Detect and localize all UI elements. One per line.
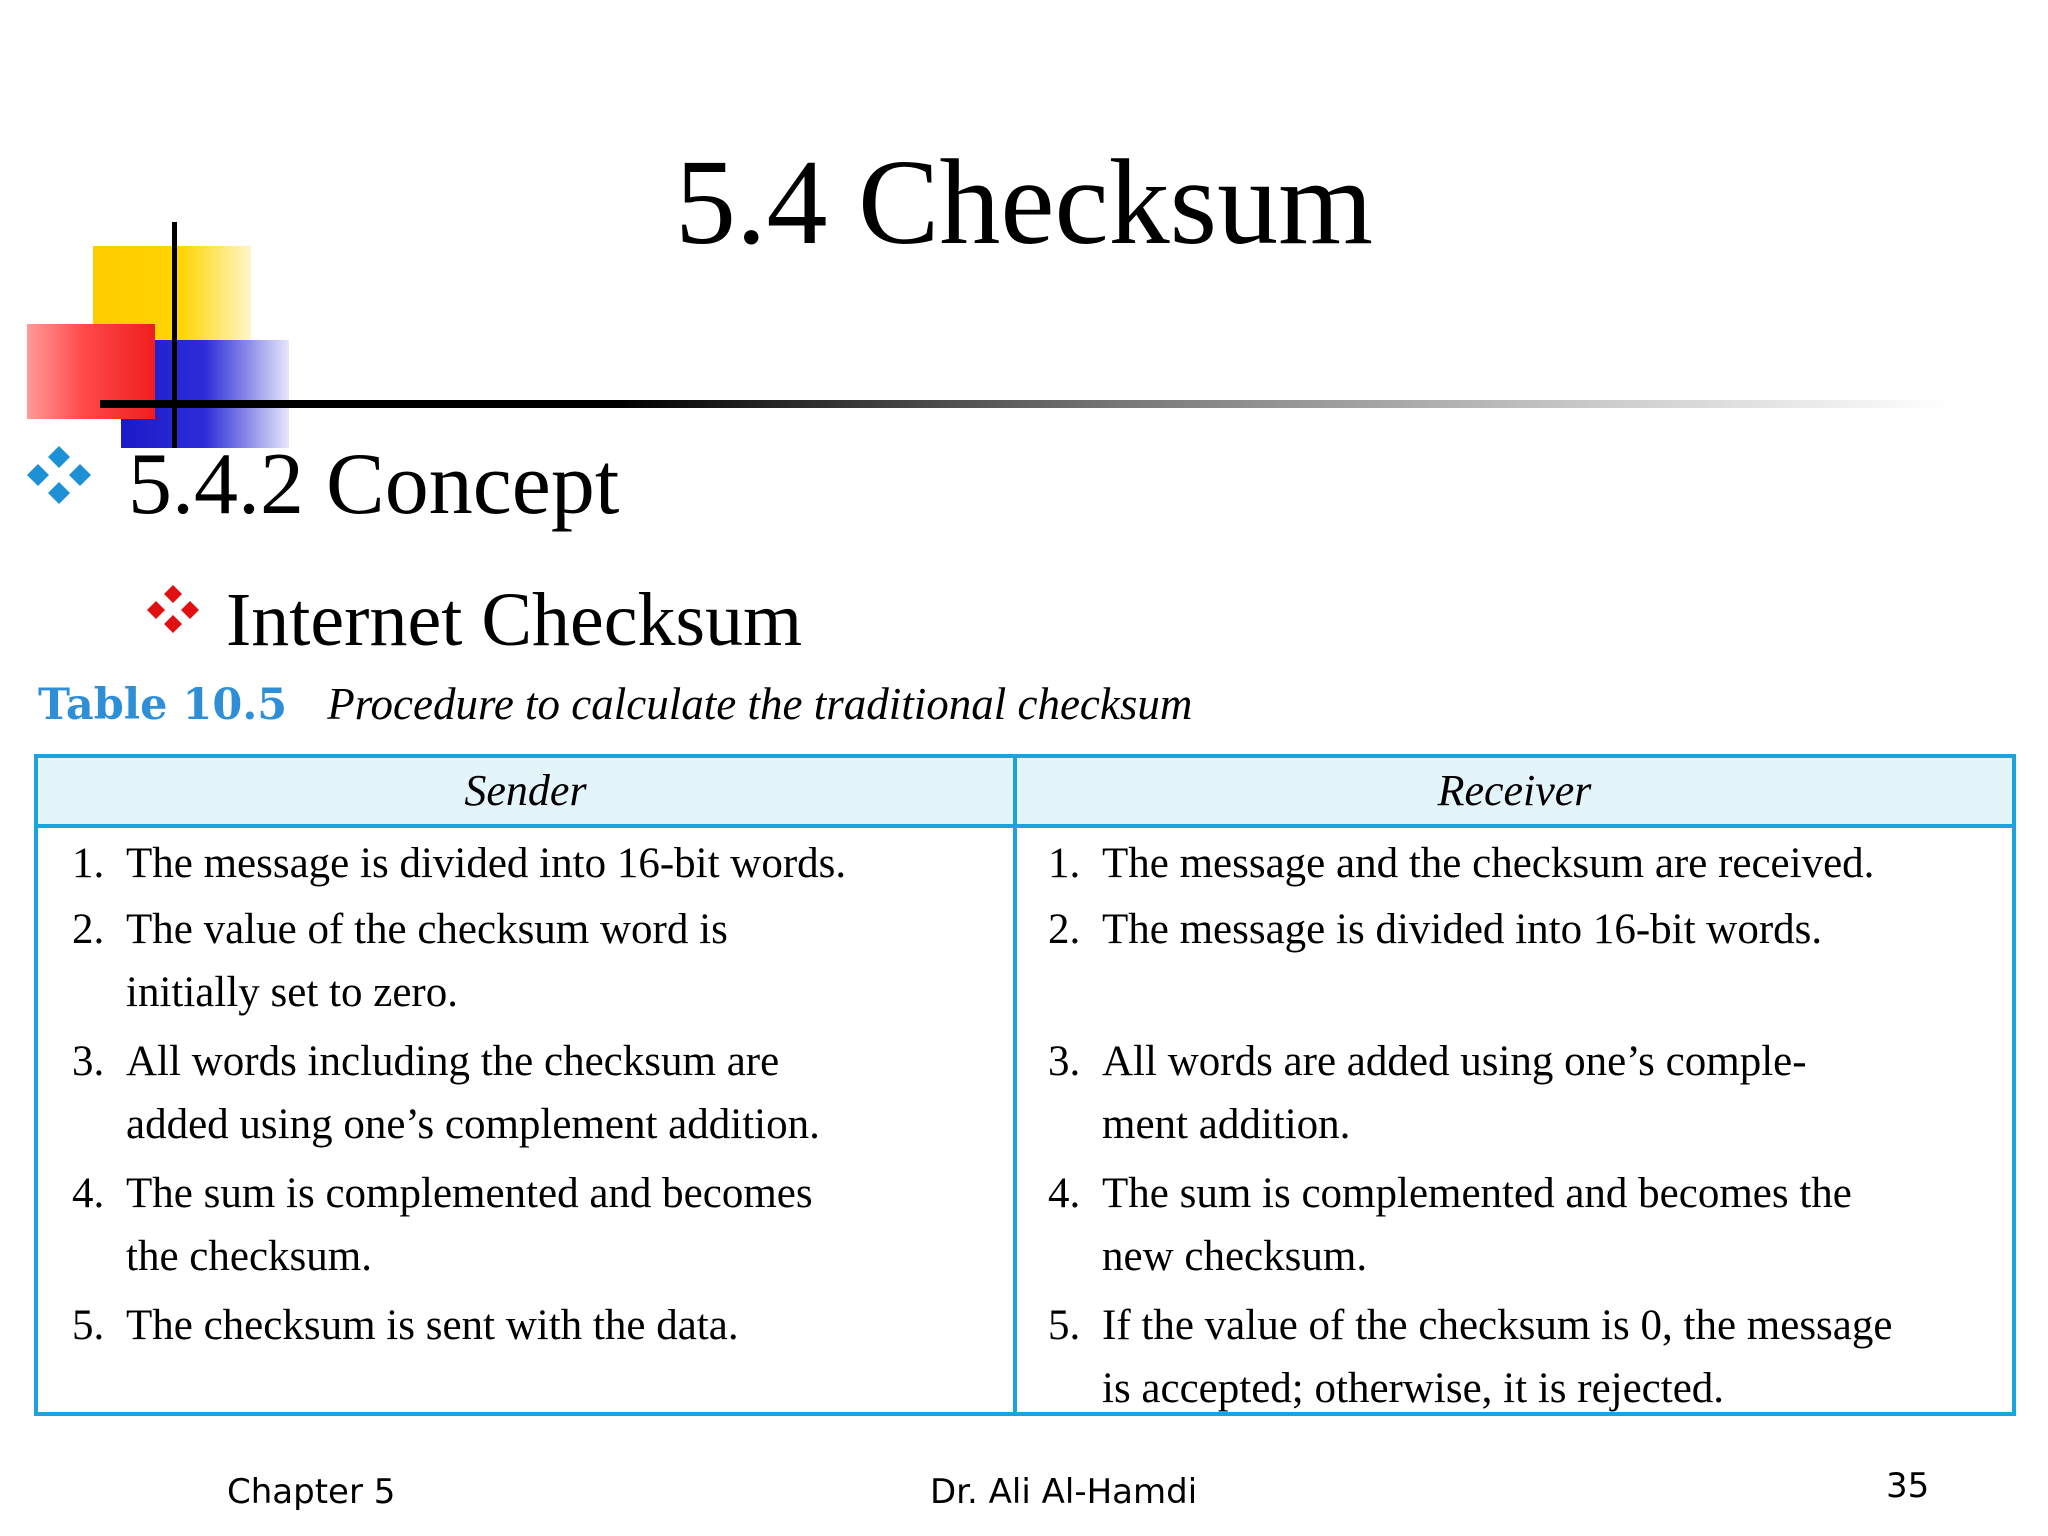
footer-page-number: 35 bbox=[1886, 1466, 1930, 1506]
header-sender: Sender bbox=[464, 766, 587, 815]
receiver-step-5-line-2: is accepted; otherwise, it is rejected. bbox=[1102, 1365, 1725, 1412]
table-number: Table 10.5 bbox=[38, 680, 288, 730]
diamond-bullet-icon bbox=[144, 584, 202, 634]
sender-step-2: 2. The value of the checksum word is bbox=[72, 906, 728, 953]
table-caption bbox=[38, 676, 1192, 733]
sender-step-5: 5. The checksum is sent with the data. bbox=[72, 1302, 739, 1349]
header-receiver: Receiver bbox=[1437, 766, 1592, 815]
checksum-procedure-table bbox=[34, 754, 2016, 1416]
footer-chapter: Chapter 5 bbox=[227, 1472, 396, 1512]
footer-author: Dr. Ali Al-Hamdi bbox=[930, 1472, 1198, 1512]
title-divider-line bbox=[100, 400, 1950, 408]
receiver-step-2: 2. The message is divided into 16-bit words. bbox=[1048, 906, 1823, 953]
sender-step-4-line-2: the checksum. bbox=[126, 1233, 372, 1280]
receiver-step-3-line-2: ment addition. bbox=[1102, 1101, 1351, 1148]
sender-step-1: 1. The message is divided into 16-bit words. bbox=[72, 840, 847, 887]
column-separator bbox=[1013, 758, 1017, 1412]
slide-title bbox=[0, 128, 2048, 278]
sender-step-3-line-2: added using one’s complement addition. bbox=[126, 1101, 820, 1148]
table-caption-text: Procedure to calculate the traditional checksum bbox=[327, 679, 1193, 729]
receiver-step-3: 3. All words are added using one’s comple- bbox=[1048, 1038, 1807, 1085]
sender-step-2-line-2: initially set to zero. bbox=[126, 969, 458, 1016]
receiver-step-4-line-2: new checksum. bbox=[1102, 1233, 1368, 1280]
receiver-step-4: 4. The sum is complemented and becomes the bbox=[1048, 1170, 1852, 1217]
sender-step-4: 4. The sum is complemented and becomes bbox=[72, 1170, 813, 1217]
table-header-row bbox=[38, 758, 2012, 828]
receiver-step-5: 5. If the value of the checksum is 0, the message bbox=[1048, 1302, 1893, 1349]
slide-title-text: 5.4 Checksum bbox=[674, 135, 1374, 270]
subsection-heading: Internet Checksum bbox=[226, 578, 803, 662]
diamond-bullet-icon bbox=[24, 444, 94, 504]
section-heading: 5.4.2 Concept bbox=[128, 436, 620, 533]
receiver-step-1: 1. The message and the checksum are received. bbox=[1048, 840, 1875, 887]
sender-step-3: 3. All words including the checksum are bbox=[72, 1038, 780, 1085]
